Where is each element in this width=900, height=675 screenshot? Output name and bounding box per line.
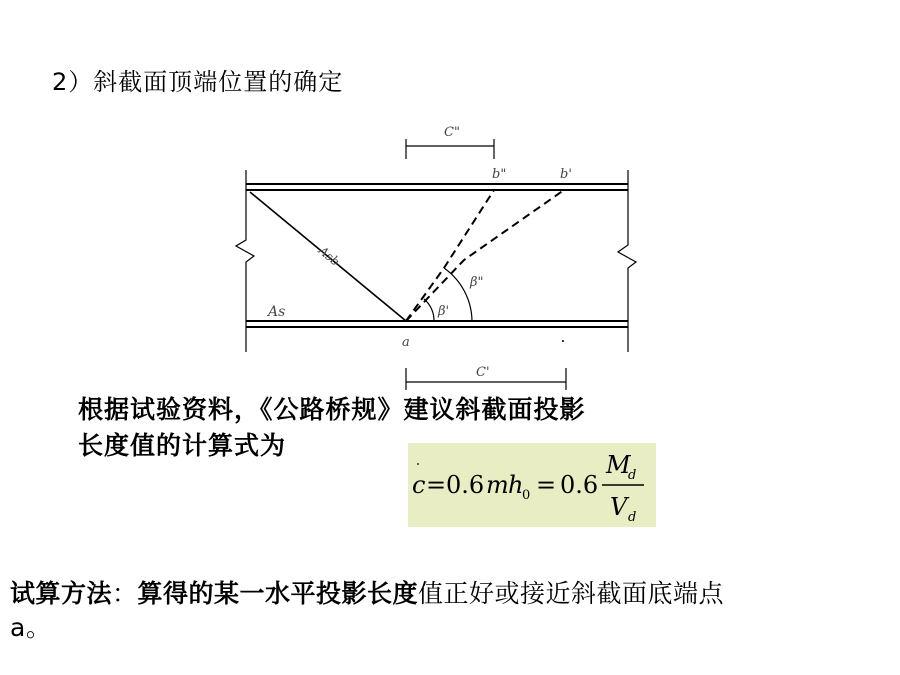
method-rest-text: 值正好或接近斜截面底端点 bbox=[418, 579, 725, 608]
paragraph-line-1: 根据试验资料，《公路桥规》建议斜截面投影 bbox=[78, 395, 586, 424]
formula-h: h bbox=[508, 471, 524, 499]
method-label: 试算方法 bbox=[10, 579, 113, 608]
method-line-1 bbox=[10, 577, 724, 611]
formula bbox=[408, 443, 656, 527]
section-heading: 2）斜截面顶端位置的确定 bbox=[52, 68, 344, 96]
label-b-prime: b' bbox=[560, 167, 572, 182]
formula-m: m bbox=[486, 471, 509, 499]
formula-lhs: c bbox=[412, 471, 426, 499]
angle-arc-beta-prime bbox=[424, 299, 434, 321]
point-mark bbox=[562, 340, 564, 342]
formula-h-subscript: 0 bbox=[522, 488, 531, 503]
formula-coef-2: 0.6 bbox=[560, 471, 599, 499]
formula-equals-2: = bbox=[536, 471, 557, 499]
formula-equals-1: = bbox=[426, 471, 447, 499]
paragraph-line-2: 长度值的计算式为 bbox=[78, 431, 287, 460]
method-line-2: a。 bbox=[10, 613, 52, 642]
formula-box bbox=[408, 443, 656, 527]
left-break-line bbox=[236, 170, 254, 352]
label-b-double-prime: b" bbox=[492, 167, 507, 182]
formula-denominator: V bbox=[610, 493, 628, 521]
formula-denominator-subscript: d bbox=[628, 510, 637, 525]
formula-numerator-subscript: d bbox=[628, 468, 637, 483]
method-bold-text: 算得的某一水平投影长度 bbox=[137, 579, 419, 608]
label-asb: Asb bbox=[316, 243, 343, 269]
label-c-prime: C' bbox=[476, 365, 490, 380]
formula-dot bbox=[417, 463, 419, 465]
method-colon: ： bbox=[112, 579, 138, 608]
crack-line-b-prime bbox=[406, 190, 564, 321]
crack-line-b-double-prime bbox=[406, 190, 494, 321]
formula-coef-1: 0.6 bbox=[446, 471, 485, 499]
label-as: As bbox=[268, 304, 286, 320]
label-beta-prime: β' bbox=[438, 304, 450, 319]
formula-numerator: M bbox=[606, 451, 631, 479]
right-break-line bbox=[618, 170, 636, 352]
label-a: a bbox=[402, 335, 410, 350]
method-note bbox=[10, 577, 724, 645]
label-c-double-prime: C" bbox=[444, 125, 460, 140]
label-beta-double-prime: β" bbox=[470, 275, 484, 290]
